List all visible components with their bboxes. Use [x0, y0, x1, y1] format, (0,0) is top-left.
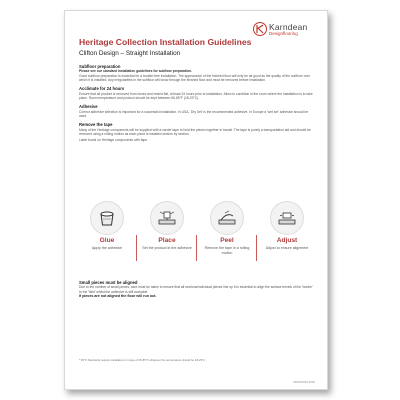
section-text: Many of the Heritage components will be supplied with a carrier tape to hold the pieces together in transit. The tape is purely a transportation aid and should be removed using a rolling motion as each piece is installed section by section. — [79, 127, 311, 137]
adjust-tiles-icon — [277, 208, 297, 228]
section-acclimate — [79, 86, 315, 100]
section-heading: Small pieces must be aligned — [79, 280, 138, 285]
section-text: Correct adhesive selection is important for a successful installation. In USA, 'Dry Set' is the recommended adhesive. In Europe a 'wet set' adhesive should be used. — [79, 109, 309, 119]
alignment-section — [79, 280, 315, 298]
step-divider — [256, 235, 257, 261]
section-text: Please see our standard installation guidelines for subfloor preparation. — [79, 69, 192, 74]
adhesive-bucket-icon — [97, 208, 117, 228]
section-text: Label found on Heritage components with tape — [79, 138, 148, 143]
step-description: Adjust to ensure alignment — [265, 246, 309, 250]
step-icon-circle — [210, 201, 244, 235]
place-tiles-icon — [157, 208, 177, 228]
karndean-mark-icon — [253, 22, 267, 36]
brand-tagline: Designflooring — [269, 31, 298, 36]
guideline-sections — [79, 64, 315, 147]
step-label: Adjust — [276, 237, 298, 244]
section-text: Due to the number of small pieces, care must be taken to ensure that all sections/individual pieces line up it is essential to align the surface bevels of the 'border' to the 'field' whilst the adhesive is still workable. — [79, 285, 313, 294]
section-heading: Adhesive — [79, 104, 98, 110]
section-text: Ensure that all product is removed from boxes and rested flat, at least 24 hours prior to installation. Allow to condition in the room where the installation is to take place. Room temperature and product should be kept between 65-85°F (18-29°C). — [79, 91, 313, 101]
step-divider — [196, 235, 197, 261]
brand-name: Karndean — [269, 22, 308, 32]
step-place — [141, 201, 193, 263]
step-peel — [201, 201, 253, 263]
step-label: Peel — [220, 237, 234, 244]
section-heading: Acclimate for 24 hours — [79, 86, 125, 92]
step-description: Remove the tape in a rolling motion — [204, 246, 250, 255]
footnote: * 65°F Standards require installation in range of 65-85°F whatever the temperature should be 18-29°C. — [79, 358, 206, 362]
alignment-warning: If pieces are not aligned the floor will run out. — [79, 294, 157, 299]
step-label: Place — [158, 237, 176, 244]
brand-logo — [253, 22, 315, 38]
installation-steps — [79, 201, 315, 263]
page-code: #####/#### #### — [293, 380, 315, 384]
step-description: Apply the adhesive — [91, 246, 123, 250]
step-label: Glue — [99, 237, 115, 244]
page-subtitle: Clifton Design – Straight Installation — [79, 50, 181, 57]
section-adhesive — [79, 104, 315, 118]
peel-tape-icon — [217, 208, 237, 228]
section-heading: Remove the tape — [79, 122, 113, 128]
section-remove-tape — [79, 122, 315, 142]
step-description: Set the product in the adhesive — [142, 246, 192, 250]
section-subfloor — [79, 64, 315, 82]
section-heading: Subfloor preparation — [79, 64, 121, 69]
page-title: Heritage Collection Installation Guidelines — [79, 37, 252, 47]
step-icon-circle — [150, 201, 184, 235]
section-text: Good subfloor preparation is essential for a trouble-free installation. The appearance of the finished floor will only be as good as the quality of the subfloor over which it is installed. Any irregularities in the subfloor will show through the finished floor and must be removed before installation. — [79, 73, 311, 83]
step-icon-circle — [270, 201, 304, 235]
step-icon-circle — [90, 201, 124, 235]
step-glue — [81, 201, 133, 263]
step-adjust — [261, 201, 313, 263]
step-divider — [136, 235, 137, 261]
document-page — [64, 10, 328, 390]
